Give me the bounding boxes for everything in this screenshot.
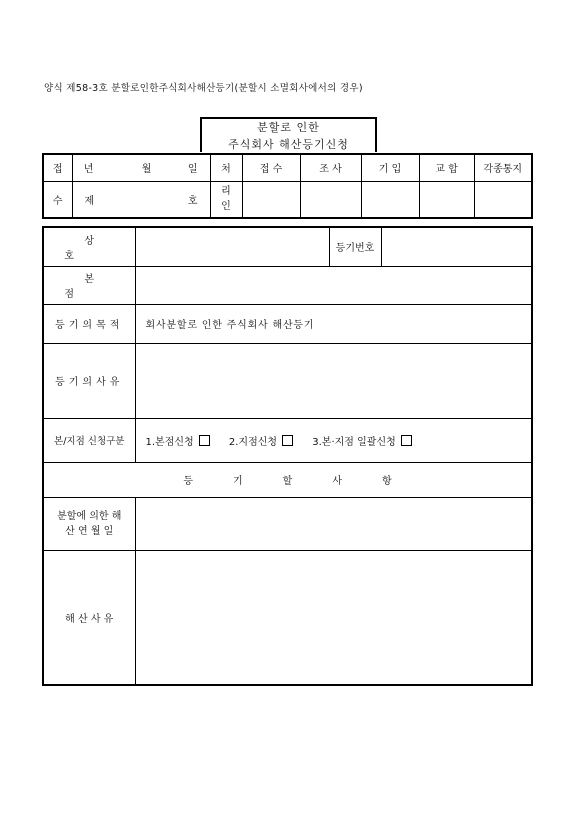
head-office-field[interactable] — [135, 266, 532, 304]
checkbox-branch-office[interactable] — [282, 435, 293, 446]
dissolution-date-label-line1: 분할에 의한 해 — [57, 510, 122, 522]
month-label: 월 — [141, 164, 152, 176]
number-prefix: 제 — [84, 195, 95, 207]
checkbox-both[interactable] — [401, 435, 412, 446]
dissolution-reason-field[interactable] — [135, 550, 532, 685]
receipt-label-jeop: 접 — [43, 154, 72, 181]
receipt-col-josa: 조 사 — [300, 154, 361, 181]
receipt-stamp-notice[interactable] — [474, 181, 532, 218]
branch-options — [135, 418, 532, 462]
dissolution-reason-label: 해 산 사 유 — [43, 550, 135, 685]
receipt-stamp-gyohap[interactable] — [419, 181, 474, 218]
company-name-label: 상 호 — [43, 227, 135, 266]
registration-no-label: 등기번호 — [329, 227, 381, 266]
option-head-office[interactable] — [146, 437, 210, 448]
branch-type-label: 본/지점 신청구분 — [43, 418, 135, 462]
dissolution-date-field[interactable] — [135, 497, 532, 550]
dissolution-date-label-line2: 산 연 월 일 — [65, 525, 114, 537]
receipt-stamp-josa[interactable] — [300, 181, 361, 218]
form-title-line2: 주식회사 해산등기신청 — [228, 137, 349, 151]
receipt-col-gyohap: 교 합 — [419, 154, 474, 181]
cause-field[interactable] — [135, 343, 532, 418]
option-both-label: 3.본·지점 일괄신청 — [312, 436, 396, 448]
processor-char-1: 처 — [210, 154, 242, 181]
receipt-col-giip: 기 입 — [361, 154, 419, 181]
option-branch-office-label: 2.지점신청 — [228, 436, 278, 448]
receipt-number-cell[interactable] — [72, 181, 210, 218]
processor-char-3: 인 — [221, 201, 231, 213]
matters-header: 등기할사항 — [43, 462, 532, 497]
registration-no-field[interactable] — [381, 227, 532, 266]
form-title — [200, 117, 377, 152]
receipt-col-jeopsu: 접 수 — [242, 154, 300, 181]
receipt-col-notice: 각종통지 — [474, 154, 532, 181]
checkbox-head-office[interactable] — [199, 435, 210, 446]
processor-cell — [210, 181, 242, 218]
receipt-table — [42, 153, 533, 219]
option-head-office-label: 1.본점신청 — [145, 436, 194, 448]
receipt-label-su: 수 — [43, 181, 72, 218]
dissolution-date-label — [43, 497, 135, 550]
purpose-field[interactable]: 회사분할로 인한 주식회사 해산등기 — [135, 304, 532, 343]
receipt-date-cell[interactable] — [72, 154, 210, 181]
receipt-stamp-giip[interactable] — [361, 181, 419, 218]
year-label: 년 — [83, 164, 94, 176]
processor-char-2: 리 — [221, 186, 231, 198]
company-name-field[interactable] — [135, 227, 329, 266]
head-office-label: 본 점 — [43, 266, 135, 304]
receipt-stamp-jeopsu[interactable] — [242, 181, 300, 218]
day-label: 일 — [187, 164, 198, 176]
purpose-label: 등기의목적 — [43, 304, 135, 343]
number-suffix: 호 — [187, 195, 198, 207]
application-table — [42, 226, 533, 686]
option-branch-office[interactable] — [229, 437, 293, 448]
cause-label: 등기의사유 — [43, 343, 135, 418]
option-both[interactable] — [312, 437, 412, 448]
form-title-line1: 분할로 인한 — [257, 120, 320, 134]
form-reference: 양식 제58-3호 분할로인한주식회사해산등기(분할시 소멸회사에서의 경우) — [44, 83, 363, 94]
